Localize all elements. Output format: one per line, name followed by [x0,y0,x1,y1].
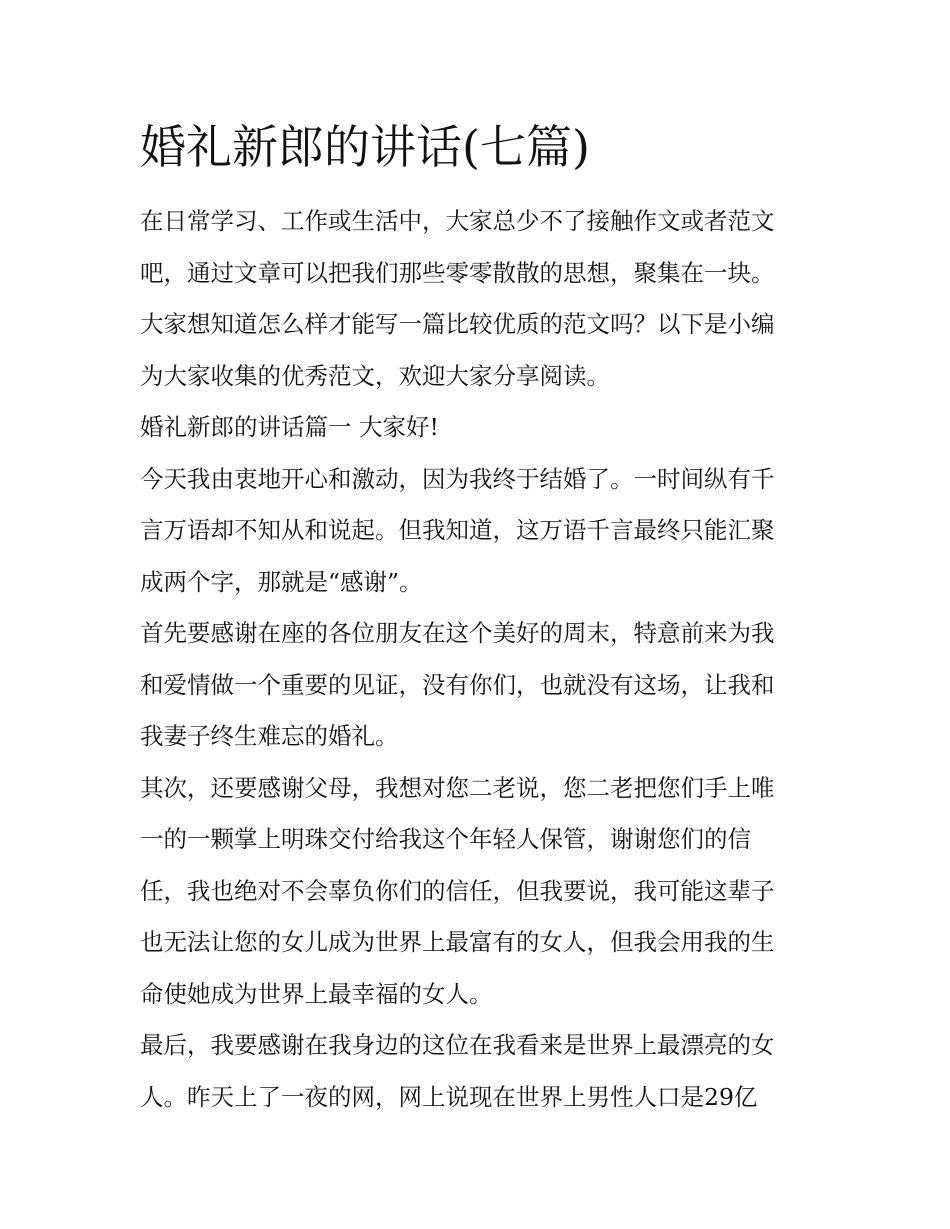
paragraph-gratitude-opening [140,454,814,609]
document-body [140,196,814,1123]
paragraph-section-heading [140,402,814,454]
text-line: 人。昨天上了一夜的网，网上说现在世界上男性人口是29亿 [140,1082,758,1111]
text-line: 最后，我要感谢在我身边的这位在我看来是世界上最漂亮的女 [140,1031,775,1059]
text-line: 一的一颗掌上明珠交付给我这个年轻人保管，谢谢您们的信 [140,825,751,853]
paragraph-thanks-friends [140,608,814,763]
text-line: 首先要感谢在座的各位朋友在这个美好的周末，特意前来为我 [140,619,775,647]
text-line: 在日常学习、工作或生活中，大家总少不了接触作文或者范文 [140,207,775,235]
text-line: 其次，还要感谢父母，我想对您二老说，您二老把您们手上唯 [140,773,775,802]
text-line: 成两个字，那就是“感谢”。 [140,567,423,596]
paragraph-thanks-wife [140,1020,814,1123]
text-line: 言万语却不知从和说起。但我知道，这万语千言最终只能汇聚 [140,516,775,544]
text-line: 今天我由衷地开心和激动，因为我终于结婚了。一时间纵有千 [140,464,775,493]
paragraph-intro [140,196,814,402]
paragraph-thanks-parents [140,763,814,1021]
text-line: 和爱情做一个重要的见证，没有你们，也就没有这场，让我和 [140,670,775,699]
document-title: 婚礼新郎的讲话(七篇) [140,120,590,174]
text-line: 吧，通过文章可以把我们那些零零散散的思想，聚集在一块。 [140,258,775,287]
text-line: 为大家收集的优秀范文，欢迎大家分享阅读。 [140,361,610,390]
text-line: 大家想知道怎么样才能写一篇比较优质的范文吗？以下是小编 [140,310,775,338]
text-line: 也无法让您的女儿成为世界上最富有的女人，但我会用我的生 [140,928,775,956]
section-heading-line: 婚礼新郎的讲话篇一 大家好! [140,413,439,441]
text-line: 命使她成为世界上最幸福的女人。 [140,979,493,1008]
text-line: 我妻子终生难忘的婚礼。 [140,722,399,750]
text-line: 任，我也绝对不会辜负你们的信任，但我要说，我可能这辈子 [140,876,775,905]
